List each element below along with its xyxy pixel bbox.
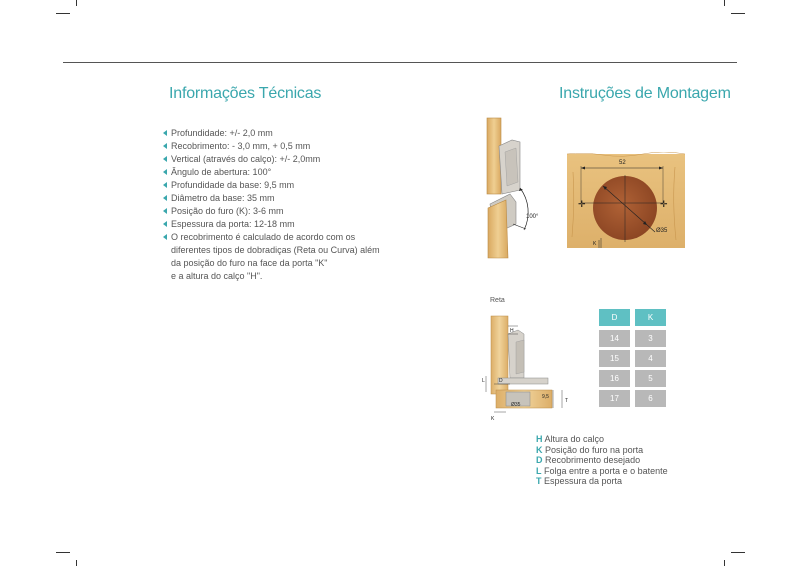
list-item: Espessura da porta: 12-18 mm (163, 218, 403, 231)
arrow-left-icon (163, 234, 167, 240)
crop-mark (76, 560, 77, 566)
table-cell: 14 (599, 330, 630, 347)
legend-item: L Folga entre a porta e o batente (536, 465, 668, 476)
list-item: Profundidade da base: 9,5 mm (163, 179, 403, 192)
table-header-k: K (635, 309, 666, 326)
hinge-section-diagram (480, 312, 575, 424)
list-item: Vertical (através do calço): +/- 2,0mm (163, 153, 403, 166)
angle-label: 100° (526, 214, 539, 220)
label-depth: 9,5 (542, 394, 549, 400)
arrow-left-icon (163, 156, 167, 162)
legend-item: T Espessura da porta (536, 476, 623, 487)
list-item-continuation: diferentes tipos de dobradiças (Reta ou Curva) além (171, 245, 380, 255)
crop-mark (724, 0, 725, 6)
table-cell: 17 (599, 390, 630, 407)
crop-mark (76, 0, 77, 6)
assembly-instructions-title: Instruções de Montagem (559, 85, 731, 102)
table-cell: 4 (635, 350, 666, 367)
label-k: K (491, 416, 495, 422)
label-dia: Ø35 (511, 402, 521, 408)
table-cell: 6 (635, 390, 666, 407)
technical-info-title: Informações Técnicas (169, 85, 322, 102)
label-l: L (482, 378, 485, 384)
list-item: Recobrimento: - 3,0 mm, + 0,5 mm (163, 140, 403, 153)
table-cell: 3 (635, 330, 666, 347)
dimension-52: 52 (619, 160, 626, 166)
table-cell: 16 (599, 370, 630, 387)
legend (536, 434, 668, 487)
specs-list (163, 127, 403, 283)
crop-mark (724, 560, 725, 566)
reta-label: Reta (490, 297, 505, 304)
hinge-angle-diagram (480, 112, 560, 260)
crop-mark (56, 552, 70, 553)
list-item: O recobrimento é calculado de acordo com os (163, 231, 403, 244)
crosshair-icon: ✛ (660, 199, 668, 209)
list-item: Profundidade: +/- 2,0 mm (163, 127, 403, 140)
header-rule (63, 62, 737, 63)
crop-mark (731, 13, 745, 14)
drilling-plan-diagram (563, 152, 688, 250)
label-h: H (510, 328, 514, 334)
list-item: Diâmetro da base: 35 mm (163, 192, 403, 205)
list-item: Ângulo de abertura: 100° (163, 166, 403, 179)
arrow-left-icon (163, 143, 167, 149)
table-cell: 5 (635, 370, 666, 387)
list-item: Posição do furo (K): 3-6 mm (163, 205, 403, 218)
legend-item: D Recobrimento desejado (536, 455, 641, 466)
list-item-continuation: da posição do furo na face da porta "K" (171, 258, 328, 268)
crop-mark (56, 13, 70, 14)
crosshair-icon: ✛ (578, 199, 586, 209)
arrow-left-icon (163, 130, 167, 136)
arrow-left-icon (163, 195, 167, 201)
arrow-left-icon (163, 221, 167, 227)
dimension-35: Ø35 (656, 228, 668, 234)
arrow-left-icon (163, 182, 167, 188)
crop-mark (731, 552, 745, 553)
label-t: T (565, 398, 569, 404)
legend-item: H Altura do calço (536, 434, 605, 444)
label-d: D (499, 378, 503, 384)
legend-item: K Posição do furo na porta (536, 444, 644, 455)
arrow-left-icon (163, 208, 167, 214)
table-header-d: D (599, 309, 630, 326)
list-item-continuation: e a altura do calço "H". (171, 271, 263, 281)
dimension-k: K (593, 241, 597, 247)
arrow-left-icon (163, 169, 167, 175)
table-cell: 15 (599, 350, 630, 367)
